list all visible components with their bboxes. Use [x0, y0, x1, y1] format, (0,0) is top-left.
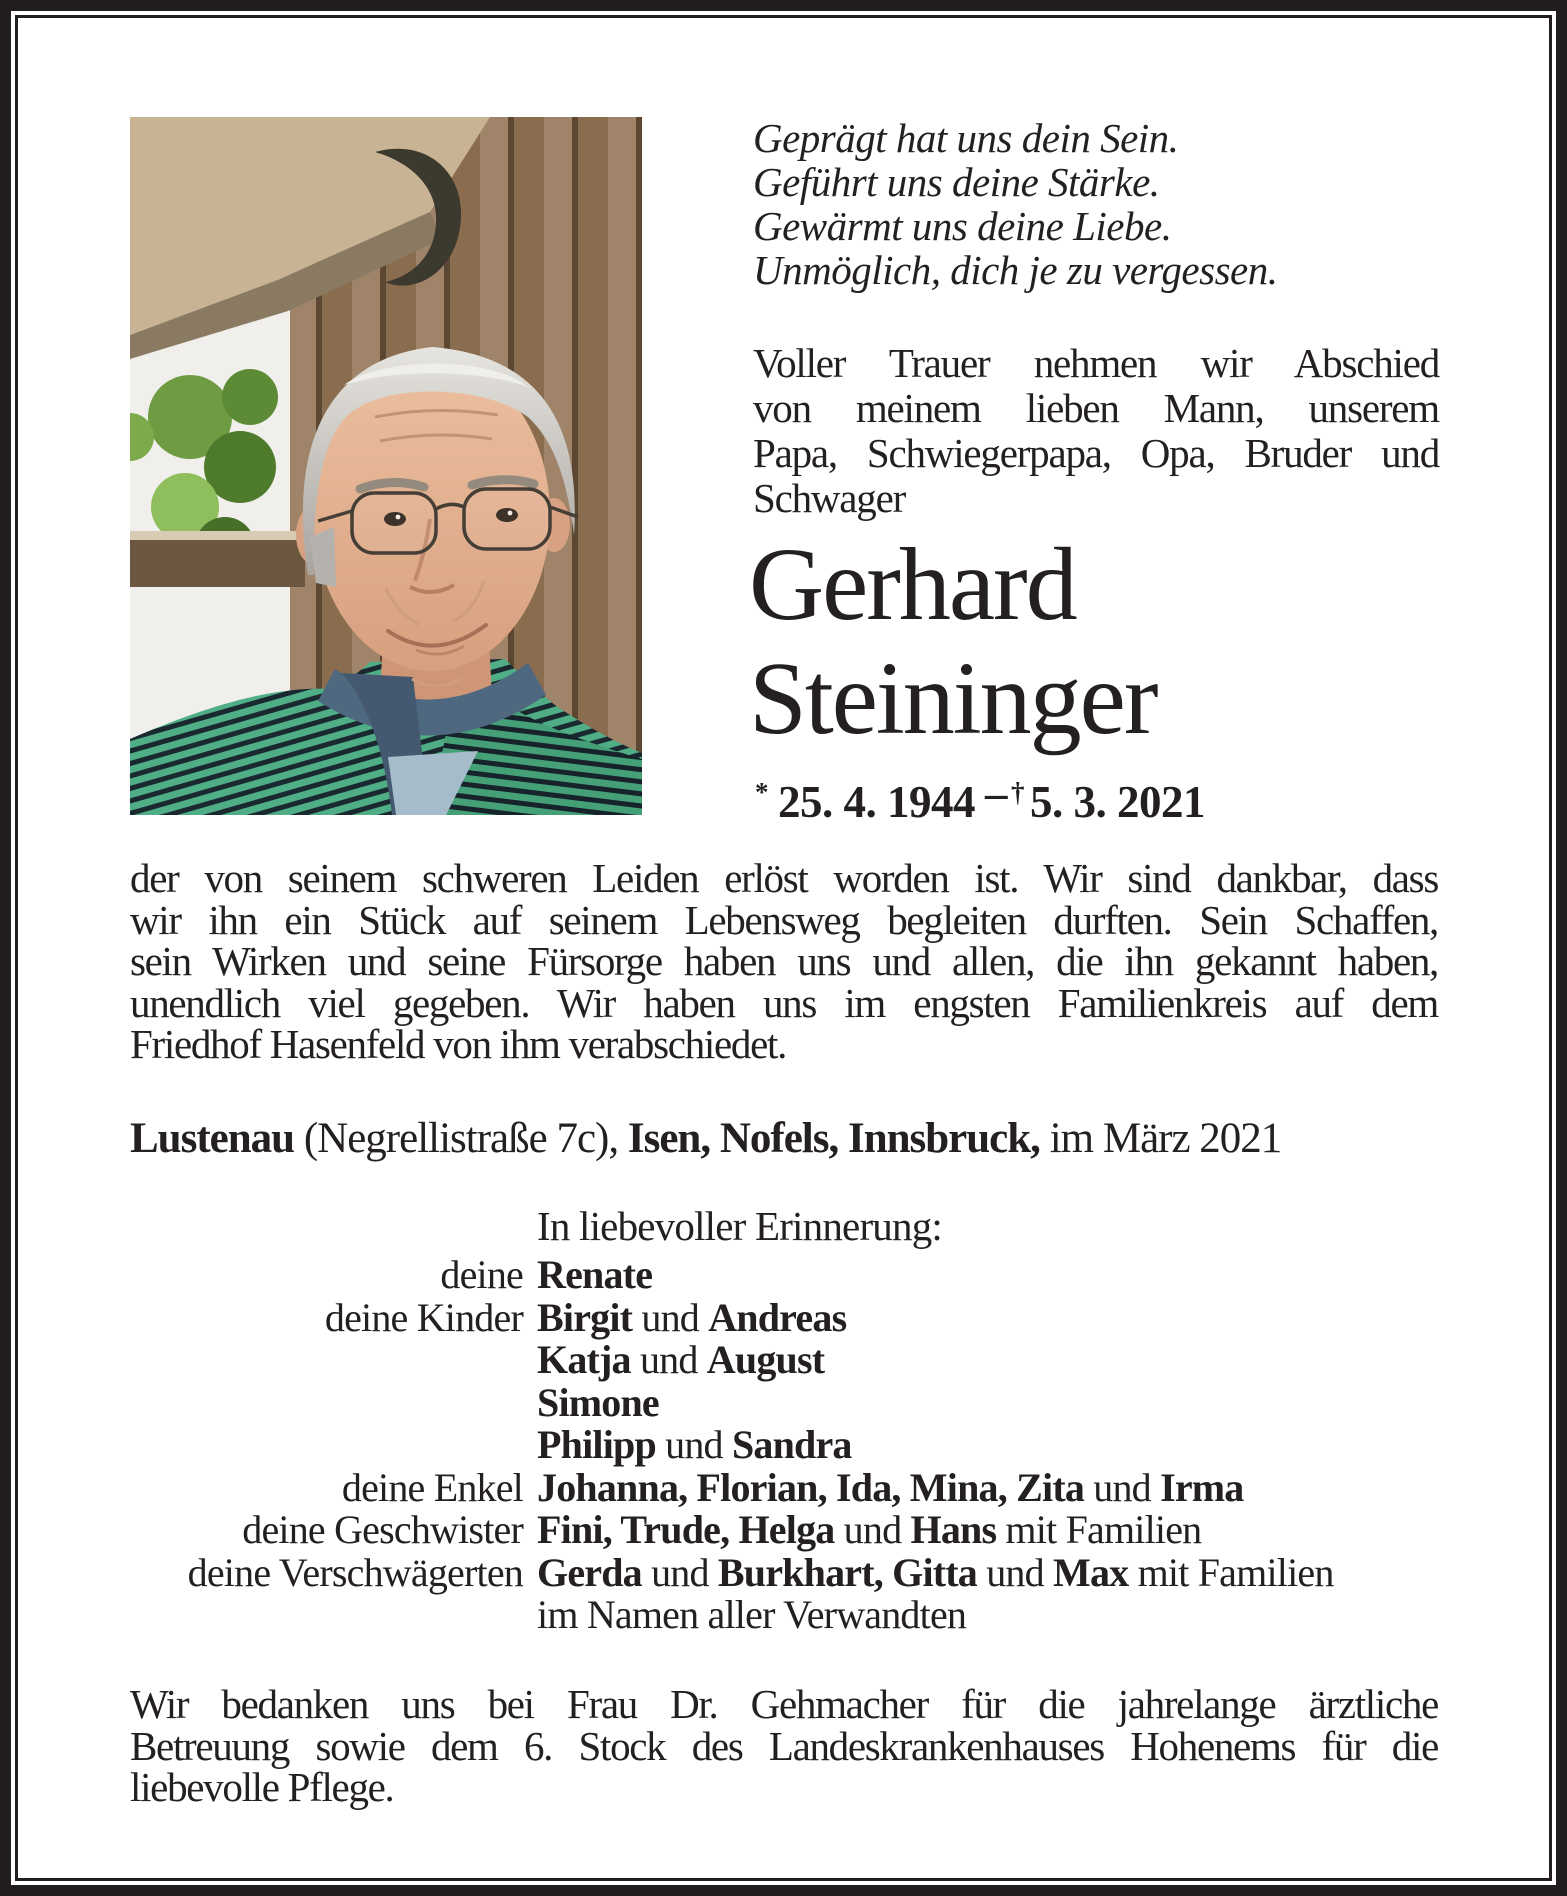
text-segment: und	[834, 1507, 911, 1552]
relative-names	[537, 1549, 1445, 1595]
text-line: Schwager	[753, 475, 906, 521]
bold-segment: Johanna, Florian, Ida, Mina, Zita	[537, 1464, 1085, 1510]
remembrance-row	[130, 1339, 1445, 1382]
bold-segment: Birgit	[537, 1294, 633, 1340]
text-line: von meinem lieben Mann, unserem	[753, 385, 1439, 431]
text-segment: im Namen aller Verwandten	[537, 1592, 967, 1637]
birth-star-symbol: *	[755, 777, 768, 807]
death-cross-symbol: †	[1011, 777, 1024, 807]
text-line: sein Wirken und seine Fürsorge haben uns und allen, die ihn gekannt haben,	[130, 938, 1438, 984]
memorial-poem	[753, 116, 1277, 292]
deceased-last-name: Steininger	[749, 641, 1157, 756]
text-line: Betreuung sowie dem 6. Stock des Landeskrankenhauses Hohenems für die	[130, 1722, 1438, 1769]
relative-names	[537, 1594, 1445, 1637]
relative-names	[537, 1294, 1445, 1340]
text-segment: und	[1084, 1464, 1161, 1510]
bold-segment: August	[706, 1337, 825, 1382]
remembrance-row	[130, 1509, 1445, 1552]
text-segment: und	[632, 1294, 709, 1340]
relation-label: deine	[440, 1252, 523, 1297]
remembrance-row	[130, 1549, 1445, 1595]
places-line	[130, 1114, 1281, 1163]
remembrance-row	[130, 1254, 1445, 1297]
bold-segment: Sandra	[731, 1422, 852, 1467]
dates-separator: –	[985, 768, 1007, 818]
text-line: Voller Trauer nehmen wir Abschied	[753, 340, 1439, 386]
relative-names	[537, 1379, 1445, 1425]
deceased-name	[749, 528, 1156, 756]
relative-names	[537, 1339, 1445, 1382]
birth-date: 25. 4. 1944	[778, 777, 975, 827]
text-line: Unmöglich, dich je zu vergessen.	[753, 247, 1278, 293]
relation-label: deine Geschwister	[242, 1507, 523, 1552]
bold-segment: Max	[1053, 1549, 1129, 1595]
text-line: Gewärmt uns deine Liebe.	[753, 203, 1172, 249]
obituary-paragraph	[130, 855, 1438, 1067]
remembrance-row	[130, 1464, 1445, 1510]
portrait-photo	[130, 117, 642, 815]
text-line: wir ihn ein Stück auf seinem Lebensweg begleiten durften. Sein Schaffen,	[130, 896, 1438, 943]
bold-segment: Renate	[537, 1252, 653, 1297]
text-line: Wir bedanken uns bei Frau Dr. Gehmacher für die jahrelange ärztliche	[130, 1681, 1438, 1727]
bold-segment: Hans	[910, 1507, 997, 1552]
remembrance-row	[130, 1294, 1445, 1340]
text-segment: mit Familien	[1128, 1549, 1334, 1595]
relation-label: deine Verschwägerten	[187, 1549, 523, 1595]
text-segment: und	[630, 1337, 707, 1382]
relation-label	[130, 1424, 523, 1467]
deceased-first-name: Gerhard	[749, 527, 1076, 642]
bold-segment: Andreas	[708, 1294, 847, 1340]
bold-segment: Fini, Trude, Helga	[537, 1507, 835, 1552]
remembrance-list	[130, 1254, 1445, 1637]
relation-label	[130, 1382, 523, 1425]
remembrance-row	[130, 1424, 1445, 1467]
text-segment: im März 2021	[1039, 1115, 1282, 1162]
text-segment: und	[977, 1549, 1054, 1595]
bold-segment: Katja	[537, 1337, 631, 1382]
remembrance-row	[130, 1379, 1445, 1425]
bold-segment: Irma	[1160, 1464, 1244, 1510]
remembrance-row	[130, 1594, 1445, 1637]
death-date: 5. 3. 2021	[1030, 777, 1205, 827]
relation-label	[130, 1339, 523, 1382]
text-line: unendlich viel gegeben. Wir haben uns im engsten Familienkreis auf dem	[130, 979, 1438, 1026]
relative-names	[537, 1464, 1445, 1510]
thanks-paragraph	[130, 1681, 1438, 1810]
bold-segment: Burkhart, Gitta	[717, 1549, 978, 1595]
text-line: der von seinem schweren Leiden erlöst worden ist. Wir sind dankbar, dass	[130, 855, 1438, 901]
text-segment: mit Familien	[996, 1507, 1202, 1552]
bold-segment: Simone	[537, 1379, 659, 1425]
relation-label: deine Kinder	[324, 1294, 523, 1340]
photo-beam-highlight	[130, 531, 305, 540]
photo-wood-beam	[130, 537, 305, 587]
text-line: liebevolle Pflege.	[130, 1764, 394, 1810]
bold-segment: Lustenau	[130, 1115, 295, 1162]
text-line: Geführt uns deine Stärke.	[753, 159, 1160, 205]
bold-segment: Gerda	[537, 1549, 642, 1595]
text-segment: (Negrellistraße 7c),	[294, 1115, 628, 1162]
life-dates	[755, 768, 1205, 828]
text-line: Friedhof Hasenfeld von ihm verabschiedet.	[130, 1021, 787, 1067]
remembrance-heading: In liebevoller Erinnerung:	[537, 1203, 942, 1249]
text-segment: und	[655, 1422, 732, 1467]
relative-names	[537, 1254, 1445, 1297]
text-line: Geprägt hat uns dein Sein.	[753, 115, 1179, 161]
intro-paragraph	[753, 341, 1439, 521]
text-line: Papa, Schwiegerpapa, Opa, Bruder und	[753, 430, 1439, 476]
relation-label: deine Enkel	[341, 1464, 523, 1510]
bold-segment: Philipp	[537, 1422, 656, 1467]
relative-names	[537, 1424, 1445, 1467]
text-segment: und	[641, 1549, 718, 1595]
bold-segment: Isen, Nofels, Innsbruck,	[627, 1115, 1040, 1162]
relation-label	[130, 1594, 523, 1637]
relative-names	[537, 1509, 1445, 1552]
